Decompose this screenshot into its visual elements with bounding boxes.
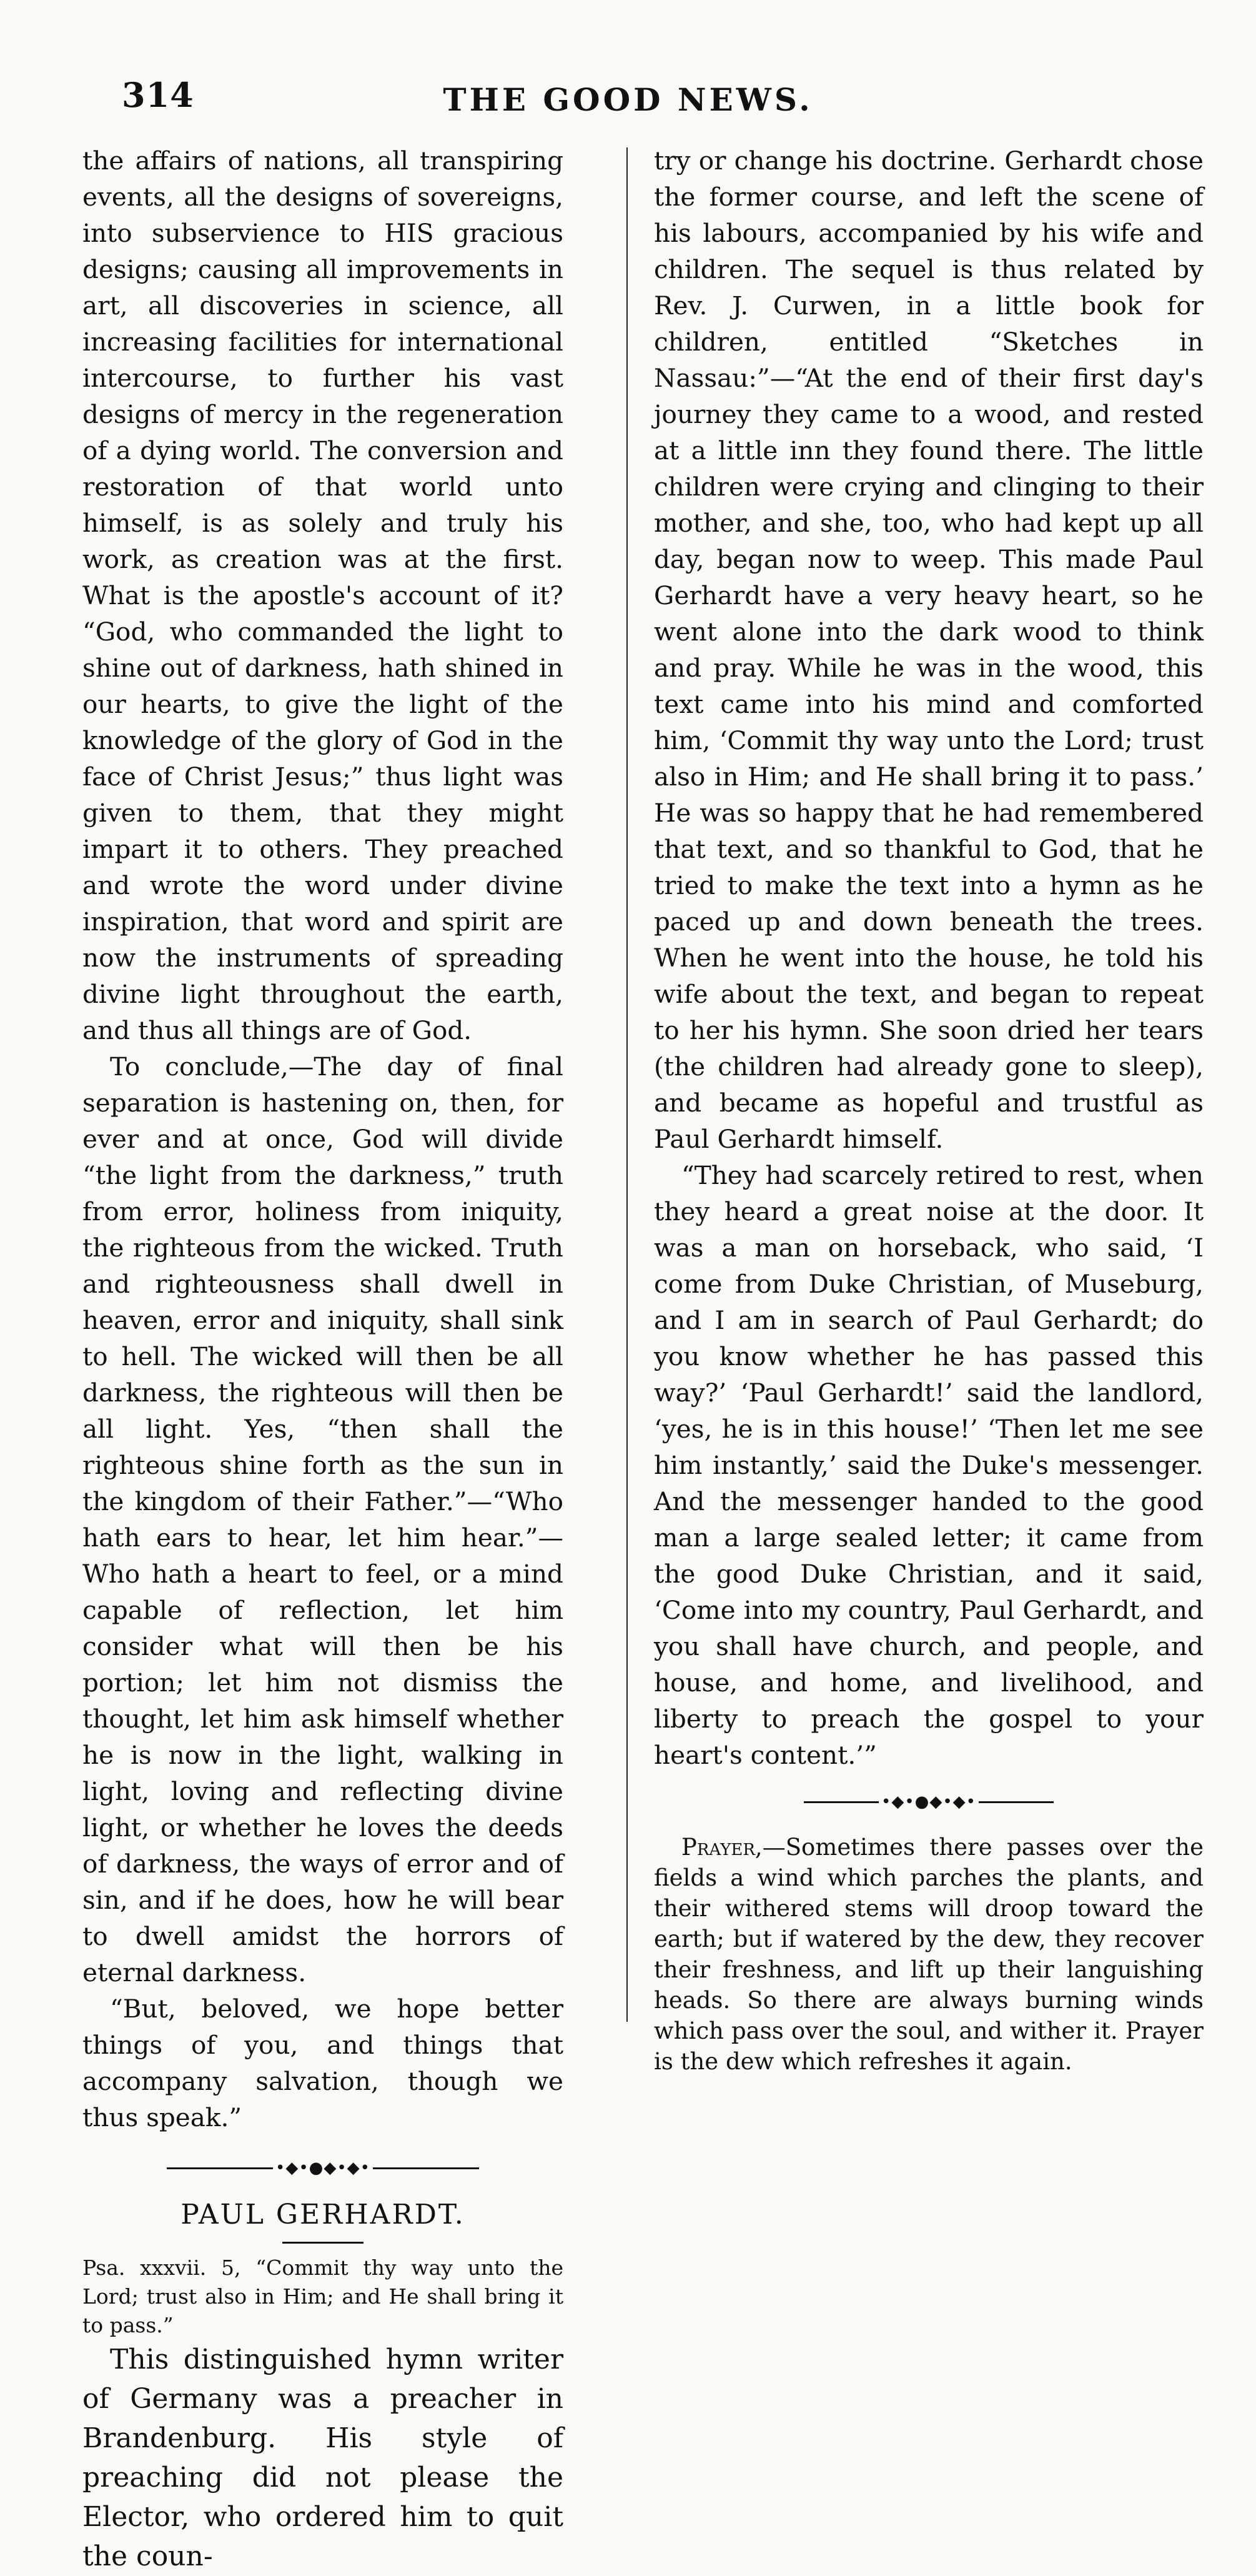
left-paragraph-4: This distinguished hymn writer of Germany was a preacher in Brandenburg. His style of preaching did not please the Elector, who ordered him to quit the coun- (82, 2344, 563, 2572)
right-column (654, 142, 1204, 2077)
ornament-glyph: •◆•●◆•◆• (275, 2159, 370, 2177)
left-paragraph-1: the affairs of nations, all transpiring events, all the designs of sovereigns, into subservience to HIS gracious designs; causing all improvements in art, all discoveries in science, all increasing facilities for international intercourse, to further his vast designs of mercy in the regeneration of a dying world. The conversion and restoration of that world unto himself, is as solely and truly his work, as creation was at the first. What is the apostle's account of it? “God, who commanded the light to shine out of darkness, hath shined in our hearts, to give the light of the knowledge of the glory of God in the face of Christ Jesus;” thus light was given to them, that they might impart it to others. They preached and wrote the word under divine inspiration, that word and spirit are now the instruments of spreading divine light throughout the earth, and thus all things are of God. (82, 146, 563, 1045)
ornament-line-left (804, 1801, 879, 1803)
epigraph: Psa. xxxvii. 5, “Commit thy way unto the Lord; trust also in Him; and He shall bring it to pass.” (82, 2255, 563, 2337)
prayer-lead: Prayer, (681, 1834, 763, 1861)
prayer-paragraph (654, 1832, 1204, 2077)
ornament-line-right (979, 1801, 1054, 1803)
left-paragraph-3: “But, beloved, we hope better things of you, and things that accompany salvation, though we thus speak.” (82, 1994, 563, 2132)
title-rule (282, 2242, 363, 2244)
left-column (82, 142, 563, 2576)
ornament-glyph: •◆•●◆•◆• (881, 1793, 976, 1811)
running-head: THE GOOD NEWS. (443, 81, 813, 118)
right-paragraph-2: “They had scarcely retired to rest, when they heard a great noise at the door. It was a man on horseback, who said, ‘I come from Duke Christian, of Museburg, and I am in search of Paul Gerhardt; do you know whether he has passed this way?’ ‘Paul Gerhardt!’ said the landlord, ‘yes, he is in this house!’ ‘Then let me see him instantly,’ said the Duke's messenger. And the messenger handed to the good man a large sealed letter; it came from the good Duke Christian, and it said, ‘Come into my country, Paul Gerhardt, and you shall have church, and people, and house, and home, and livelihood, and liberty to preach the gospel to your heart's content.’” (654, 1160, 1204, 1770)
closing-ornament (654, 1788, 1204, 1816)
ornament-line-left (167, 2167, 273, 2169)
section-ornament (82, 2154, 563, 2182)
left-paragraph-2: To conclude,—The day of final separation is hastening on, then, for ever and at once, God will divide “the light from the darkness,” truth from error, holiness from iniquity, the righteous from the wicked. Truth and righteousness shall dwell in heaven, error and iniquity, shall sink to hell. The wicked will then be all darkness, the righteous will then be all light. Yes, “then shall the righteous shine forth as the sun in the kingdom of their Father.”—“Who hath ears to hear, let him hear.”—Who hath a heart to feel, or a mind capable of reflection, let him consider what will then be his portion; let him not dismiss the thought, let him ask himself whether he is now in the light, walking in light, loving and reflecting divine light, or whether he loves the deeds of darkness, the ways of error and of sin, and if he does, how he will bear to dwell amidst the horrors of eternal darkness. (82, 1052, 563, 1987)
page-number: 314 (122, 75, 194, 115)
ornament-line-right (373, 2167, 479, 2169)
column-divider (626, 147, 628, 2022)
prayer-body: —Sometimes there passes over the fields a wind which parches the plants, and their withered stems will droop toward the earth; but if watered by the dew, they recover their freshness, and lift up their languishing heads. So there are always burning winds which pass over the soul, and wither it. Prayer is the dew which refreshes it again. (654, 1834, 1204, 2075)
right-paragraph-1: try or change his doctrine. Gerhardt chose the former course, and left the scene of his labours, accompanied by his wife and children. The sequel is thus related by Rev. J. Curwen, in a little book for children, entitled “Sketches in Nassau:”—“At the end of their first day's journey they came to a wood, and rested at a little inn they found there. The little children were crying and clinging to their mother, and she, too, who had kept up all day, began now to weep. This made Paul Gerhardt have a very heavy heart, so he went alone into the dark wood to think and pray. While he was in the wood, this text came into his mind and comforted him, ‘Commit thy way unto the Lord; trust also in Him; and He shall bring it to pass.’ He was so happy that he had remembered that text, and so thankful to God, that he tried to make the text into a hymn as he paced up and down beneath the trees. When he went into the house, he told his wife about the text, and began to repeat to her his hymn. She soon dried her tears (the children had already gone to sleep), and became as hopeful and trustful as Paul Gerhardt himself. (654, 146, 1204, 1154)
section-title: PAUL GERHARDT. (180, 2199, 465, 2230)
